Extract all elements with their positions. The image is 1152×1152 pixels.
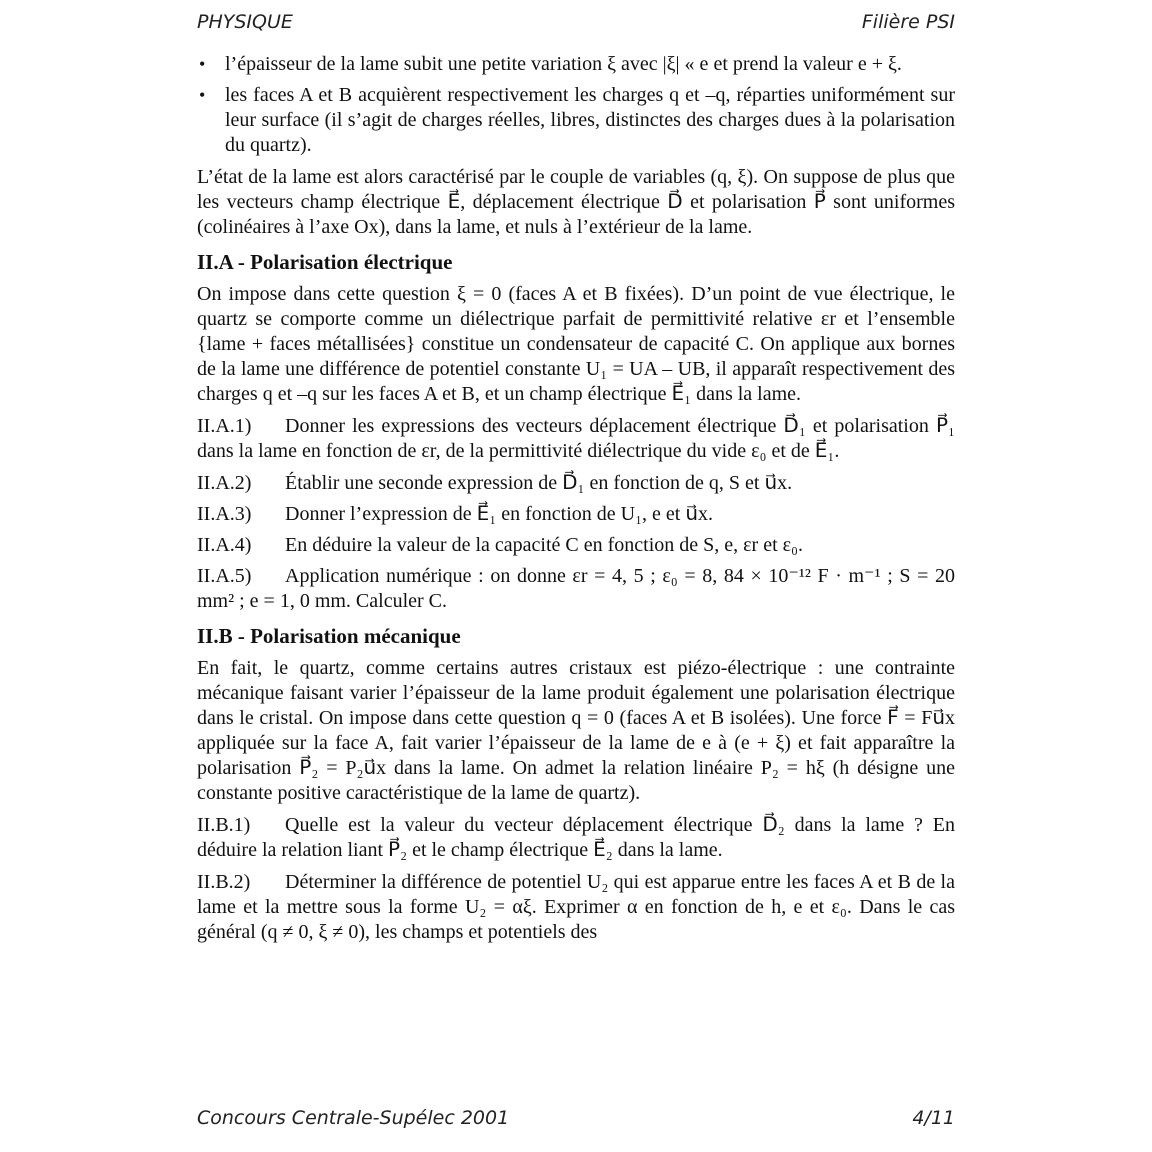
bullet-text: les faces A et B acquièrent respectivement les charges q et –q, réparties uniformément sur leur surface (il s’agit de charges réelles, libres, distinctes des charges dues à la polarisation du quartz).: [225, 84, 955, 156]
question: [197, 502, 955, 527]
question: [197, 813, 955, 863]
question-text: Donner l’expression de E⃗₁ en fonction de U₁, e et u⃗x.: [285, 503, 714, 525]
question-number: II.B.1): [197, 814, 251, 836]
header-track: Filière PSI: [861, 11, 955, 33]
bullet-icon: •: [199, 54, 206, 74]
question-text: Déterminer la différence de potentiel U₂ qui est apparue entre les faces A et B de la lame et la mettre sous la forme U₂ = αξ. Exprimer α en fonction de h, e et ε₀. Dans le cas général (q ≠ 0, ξ ≠ 0), les champs et potentiels des: [197, 871, 955, 943]
question-text: Quelle est la valeur du vecteur déplacement électrique D⃗₂ dans la lame ? En déduire la relation liant P⃗₂ et le champ électrique E⃗₂ dans la lame.: [197, 814, 955, 861]
question-number: II.A.3): [197, 503, 252, 525]
list-item: [197, 83, 955, 158]
question-number: II.B.2): [197, 871, 251, 893]
footer-contest: Concours Centrale-Supélec 2001: [197, 1107, 510, 1129]
question-number: II.A.4): [197, 534, 252, 556]
section-intro: En fait, le quartz, comme certains autres cristaux est piézo-électrique : une contrainte mécanique faisant varier l’épaisseur de la lame produit également une polarisation électrique dans le cristal. On impose dans cette question q = 0 (faces A et B isolées). Une force F⃗ = Fu⃗x appliquée sur la face A, fait varier l’épaisseur de la lame de e à (e + ξ) et fait apparaître la polarisation P⃗₂ = P₂u⃗x dans la lame. On admet la relation linéaire P₂ = hξ (h désigne une constante positive caractéristique de la lame de quartz).: [197, 657, 955, 804]
question-text: Donner les expressions des vecteurs déplacement électrique D⃗₁ et polarisation P⃗₁ dans la lame en fonction de εr, de la permittivité diélectrique du vide ε₀ et de E⃗₁.: [197, 415, 955, 462]
question: [197, 414, 955, 464]
intro-paragraph: L’état de la lame est alors caractérisé par le couple de variables (q, ξ). On suppose de plus que les vecteurs champ électrique E⃗, déplacement électrique D⃗ et polarisation P⃗ sont uniformes (colinéaires à l’axe Ox), dans la lame, et nuls à l’extérieur de la lame.: [197, 166, 955, 238]
section-title: II.A - Polarisation électrique: [197, 250, 453, 274]
question-text: Application numérique : on donne εr = 4, 5 ; ε₀ = 8, 84 × 10⁻¹² F · m⁻¹ ; S = 20 mm² ; e = 1, 0 mm. Calculer C.: [197, 565, 955, 612]
list-item: [197, 52, 955, 77]
section-title: II.B - Polarisation mécanique: [197, 624, 461, 648]
question-number: II.A.5): [197, 565, 252, 587]
bullet-list: [197, 52, 955, 158]
document-body: [197, 52, 955, 952]
question: [197, 471, 955, 496]
header-subject: PHYSIQUE: [197, 11, 293, 33]
bullet-icon: •: [199, 85, 206, 105]
question-number: II.A.1): [197, 415, 252, 437]
question: [197, 870, 955, 945]
section-intro: On impose dans cette question ξ = 0 (faces A et B fixées). D’un point de vue électrique, le quartz se comporte comme un diélectrique parfait de permittivité relative εr et l’ensemble {lame + faces métallisées} constitue un condensateur de capacité C. On applique aux bornes de la lame une différence de potentiel constante U₁ = UA – UB, il apparaît respectivement des charges q et –q sur les faces A et B, et un champ électrique E⃗₁ dans la lame.: [197, 283, 955, 405]
question-number: II.A.2): [197, 472, 252, 494]
footer-page-number: 4/11: [912, 1107, 955, 1129]
question-text: Établir une seconde expression de D⃗₁ en fonction de q, S et u⃗x.: [285, 472, 793, 494]
question: [197, 533, 955, 558]
question: [197, 564, 955, 614]
question-text: En déduire la valeur de la capacité C en fonction de S, e, εr et ε₀.: [285, 534, 804, 556]
bullet-text: l’épaisseur de la lame subit une petite variation ξ avec |ξ| « e et prend la valeur e + ξ.: [225, 53, 902, 75]
